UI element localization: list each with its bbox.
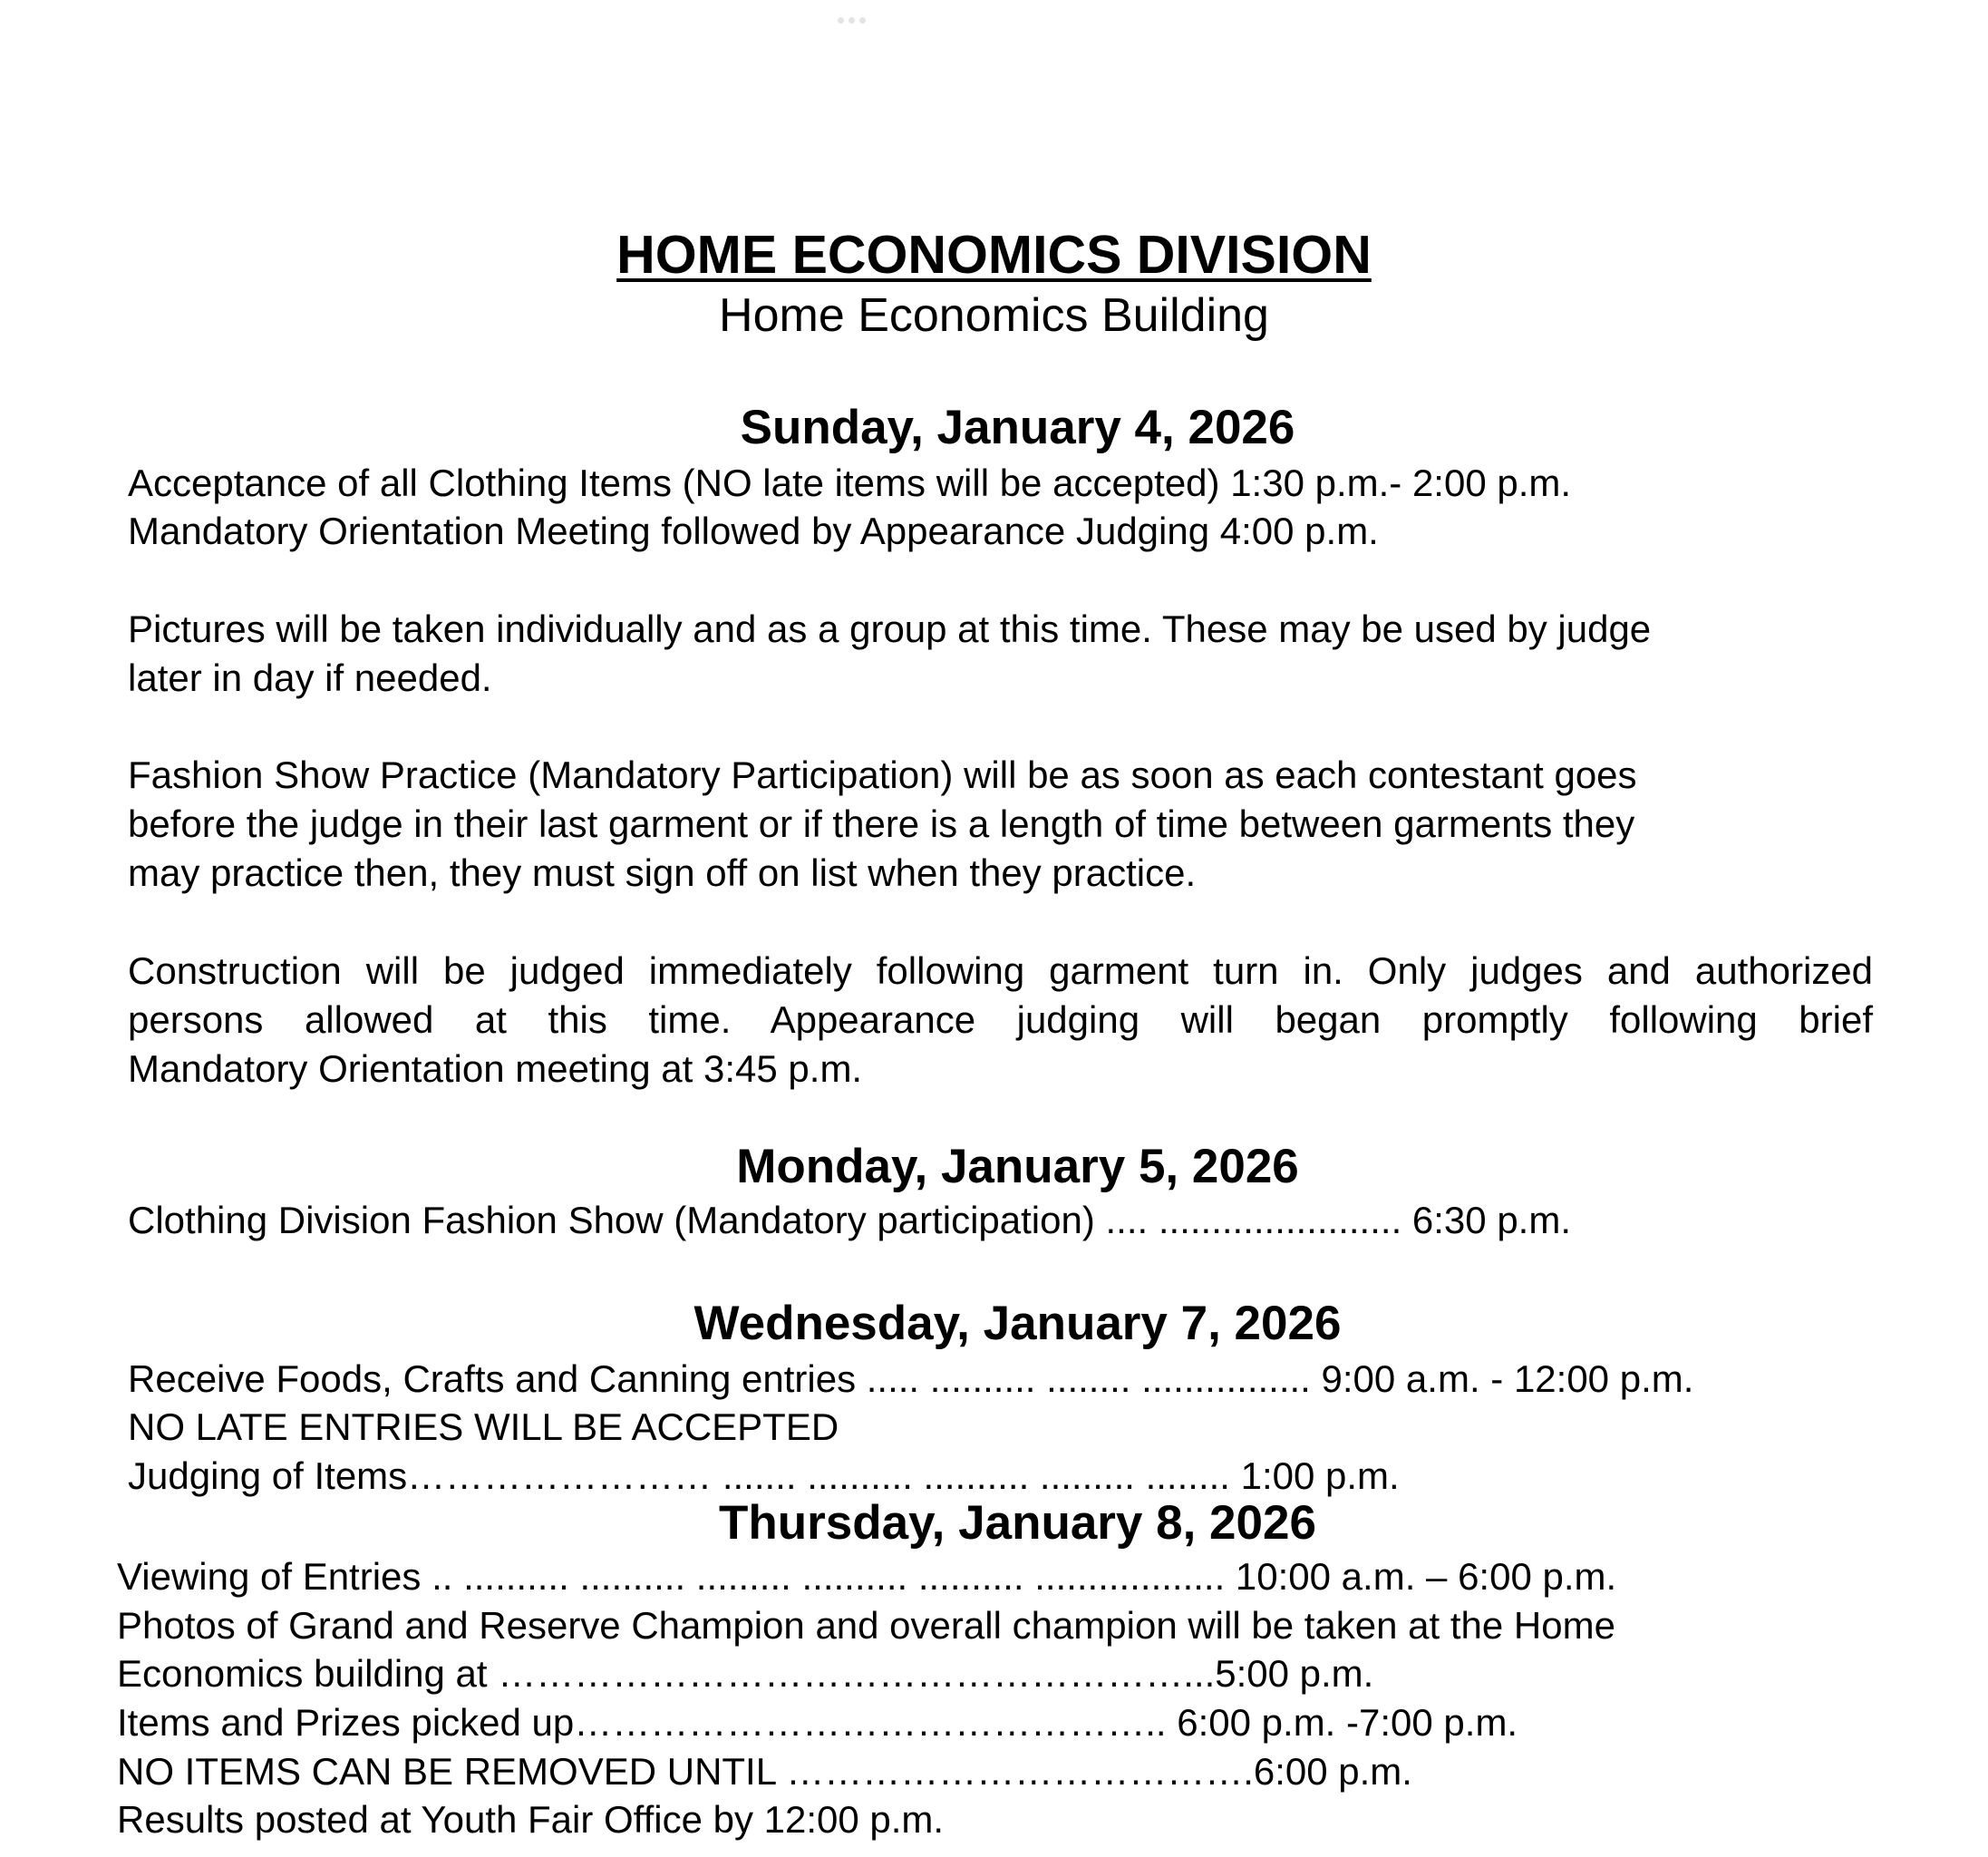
sunday-heading: Sunday, January 4, 2026 xyxy=(740,401,1295,454)
thursday-line-3: Economics building at ………………………………………………...5:00 p.m. xyxy=(117,1652,1374,1695)
sunday-fashion-line-3: may practice then, they must sign off on list when they practice. xyxy=(128,851,1197,894)
sunday-construction-line-1: Construction will be judged immediately following garment turn in. Only judges and authorized xyxy=(128,949,1873,992)
monday-heading: Monday, January 5, 2026 xyxy=(736,1140,1299,1193)
thursday-line-4: Items and Prizes picked up……………………………………….. 6:00 p.m. -7:00 p.m. xyxy=(117,1701,1518,1744)
thursday-line-2: Photos of Grand and Reserve Champion and overall champion will be taken at the Home xyxy=(117,1604,1615,1647)
sunday-construction-paragraph xyxy=(128,947,1873,1094)
sunday-construction-line-3: Mandatory Orientation meeting at 3:45 p.m. xyxy=(128,1047,863,1090)
monday-line-1: Clothing Division Fashion Show (Mandatory participation) .... ....................... 6:30 p.m. xyxy=(128,1199,1572,1241)
window-grabber[interactable] xyxy=(838,17,866,24)
grabber-dot xyxy=(849,17,855,24)
grabber-dot xyxy=(859,17,866,24)
sunday-line-2: Mandatory Orientation Meeting followed by Appearance Judging 4:00 p.m. xyxy=(128,510,1379,552)
sunday-construction-line-2: persons allowed at this time. Appearance judging will began promptly following brief xyxy=(128,998,1873,1041)
sunday-line-1: Acceptance of all Clothing Items (NO late items will be accepted) 1:30 p.m.- 2:00 p.m. xyxy=(128,462,1572,504)
sunday-fashion-line-2: before the judge in their last garment or if there is a length of time between garments they xyxy=(128,802,1635,845)
division-title: HOME ECONOMICS DIVISION xyxy=(616,225,1372,285)
grabber-dot xyxy=(838,17,844,24)
thursday-line-6: Results posted at Youth Fair Office by 12:00 p.m. xyxy=(117,1798,945,1841)
wednesday-heading: Wednesday, January 7, 2026 xyxy=(693,1297,1342,1350)
building-subtitle: Home Economics Building xyxy=(719,289,1269,342)
sunday-pictures-line-1: Pictures will be taken individually and as a group at this time. These may be used by judge xyxy=(128,608,1652,650)
wednesday-line-2: NO LATE ENTRIES WILL BE ACCEPTED xyxy=(128,1405,839,1448)
sunday-pictures-line-2: later in day if needed. xyxy=(128,656,492,699)
wednesday-line-3: Judging of Items…………………… ....... .......... .......... ......... ........ 1:00 p.m. xyxy=(128,1454,1400,1497)
thursday-line-1: Viewing of Entries .. .......... .......... ......... .......... .......... .................. 10:00 a.m. – 6:00 p.m. xyxy=(117,1555,1617,1598)
thursday-heading: Thursday, January 8, 2026 xyxy=(719,1496,1316,1550)
thursday-line-5: NO ITEMS CAN BE REMOVED UNTIL ……………………………….6:00 p.m. xyxy=(117,1750,1412,1793)
wednesday-line-1: Receive Foods, Crafts and Canning entries ..... .......... ........ ................ 9:00 a.m. - 12:00 p.m. xyxy=(128,1357,1694,1400)
sunday-fashion-line-1: Fashion Show Practice (Mandatory Participation) will be as soon as each contestant goes xyxy=(128,753,1637,796)
